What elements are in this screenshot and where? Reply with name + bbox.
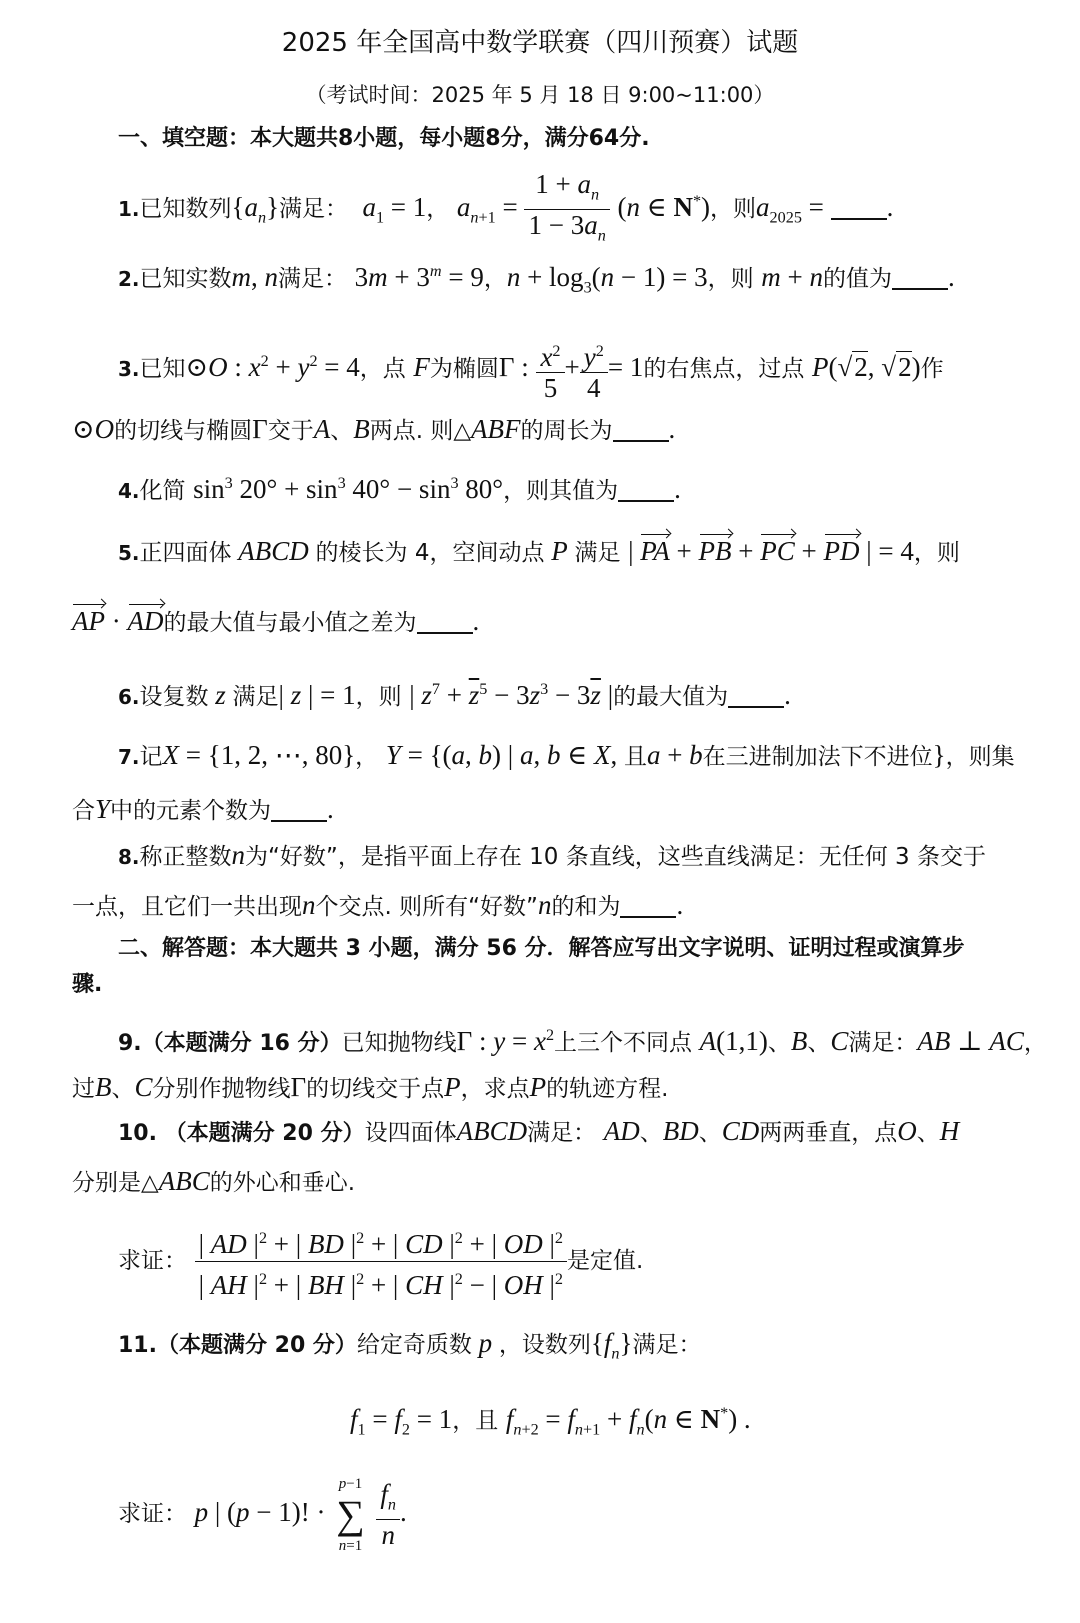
question-label: 11.（本题满分 20 分） [118, 1333, 357, 1358]
answer-blank [620, 892, 676, 918]
question-label: 10. （本题满分 20 分） [118, 1121, 365, 1146]
question-9: 9.（本题满分 16 分）已知抛物线Γ : $y = x^2$上三个不同点 A(1,1)、B、C满足：AB ⊥ AC， [118, 1026, 1047, 1056]
question-4: 4.化简 $\sin^3 20^\circ + \sin^3 40^\circ - \sin^3 80^\circ$，则其值为 . [118, 474, 681, 504]
question-number: 1. [118, 197, 140, 221]
question-label: 9.（本题满分 16 分） [118, 1031, 342, 1056]
answer-blank [417, 608, 473, 634]
section2-heading-cont: 骤. [72, 972, 103, 997]
question-1: 1.已知数列$\{a_n\}$满足： $a_1 = 1$， $a_{n+1}$ = $\frac{1 + a_n}{1 - 3a_n}$ (n ∈ N*)，则$a_{2025}$ = . [118, 166, 893, 236]
question-8-line2: 一点，且它们一共出现n个交点. 则所有“好数”n的和为 . [72, 890, 684, 920]
question-11-condition: $f_1 = f_2 = 1$，且 $f_{n+2} = f_{n+1} + f_n(n$ ∈ N*) . [350, 1404, 751, 1439]
fraction: $\frac{| AD |^2 + | BD |^2 + | CD |^2 + | OD |^2}{| AH |^2 + | BH |^2 + | CH |^2 - | OH |^2}$ [195, 1221, 567, 1302]
question-9-line2: 过B、C分别作抛物线Γ的切线交于点P，求点P的轨迹方程. [72, 1072, 669, 1102]
question-6: 6.设复数 z 满足| z | = 1，则 | $z^7 + \overline{z}^5 - 3z^3 - 3\overline{z}$ |的最大值为 . [118, 680, 791, 710]
answer-blank [271, 796, 327, 822]
question-5-line2: AP · AD的最大值与最小值之差为 . [72, 606, 480, 636]
question-10-line2: 分别是△ABC的外心和垂心. [72, 1166, 356, 1196]
question-2: 2.已知实数m, n满足： $3m + 3^m = 9$，$n + \log_3(n - 1) = 3$，则 m + n的值为 . [118, 262, 955, 297]
fraction: $\frac{f_n}{n}$ [376, 1479, 400, 1550]
question-11: 11.（本题满分 20 分）给定奇质数 p ，设数列$\{f_n\}$满足： [118, 1328, 702, 1363]
question-3: 3.已知⊙O : $x^2 + y^2 = 4$，点 F为椭圆Γ : $\frac{x^2}{5}$ + $\frac{y^2}{4}$ = 1的右焦点，过点 P(√2, √2)作 [118, 342, 944, 403]
question-7-line2: 合Y中的元素个数为 . [72, 794, 334, 824]
answer-blank [728, 682, 784, 708]
question-3-line2: ⊙O的切线与椭圆Γ交于A、B两点. 则△ABF的周长为 . [72, 414, 676, 444]
question-5: 5.正四面体 ABCD 的棱长为 4，空间动点 P 满足 | PA + PB + PC + PD | = 4，则 [118, 536, 960, 566]
page-title: 2025 年全国高中数学联赛（四川预赛）试题 [281, 28, 799, 58]
question-10: 10. （本题满分 20 分）设四面体ABCD满足： AD、BD、CD两两垂直，点O、H [118, 1116, 960, 1146]
exam-time: （考试时间：2025 年 5 月 18 日 9:00~11:00） [305, 83, 775, 107]
answer-blank [618, 476, 674, 502]
answer-blank [613, 416, 669, 442]
answer-blank [831, 194, 887, 220]
question-8: 8.称正整数n为“好数”，是指平面上存在 10 条直线，这些直线满足：无任何 3 条交于 [118, 840, 986, 870]
question-11-proof: 求证： p | (p − 1)! · p−1 ∑ n=1 $\frac{f_n}{n}$ . [118, 1462, 407, 1562]
summation: p−1 ∑ n=1 [336, 1475, 365, 1554]
answer-blank [892, 264, 948, 290]
section1-heading: 一、填空题：本大题共8小题，每小题8分，满分64分. [118, 126, 650, 151]
fraction: $\frac{1 + a_n}{1 - 3a_n}$ [524, 169, 609, 251]
question-10-proof: 求证： $\frac{| AD |^2 + | BD |^2 + | CD |^2 + | OD |^2}{| AH |^2 + | BH |^2 + | CH |^2 - | OH |^2}$ 是定值. [118, 1220, 643, 1300]
question-7: 7.记X = {1, 2, ⋯, 80}， Y = {(a, b) | a, b ∈ X, 且a + b在三进制加法下不进位}，则集 [118, 740, 1015, 770]
section2-heading: 二、解答题：本大题共 3 小题，满分 56 分．解答应写出文字说明、证明过程或演算步 [118, 936, 965, 961]
